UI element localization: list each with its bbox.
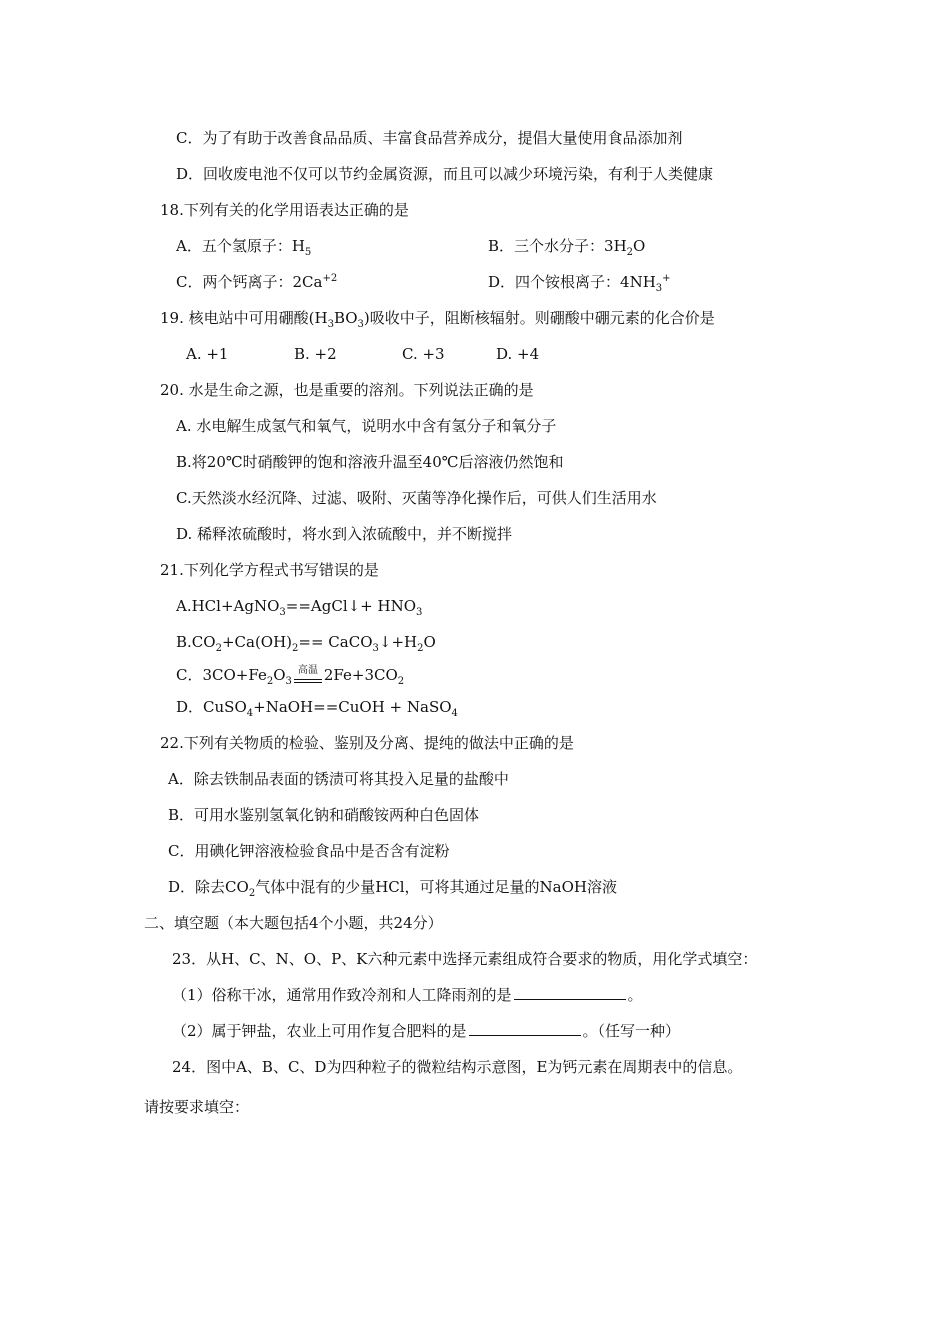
q23-blank-1[interactable]: [514, 985, 626, 1000]
q22-option-b: B．可用水鉴别氢氧化钠和硝酸铵两种白色固体: [168, 806, 480, 824]
q20-option-a: A. 水电解生成氢气和氧气，说明水中含有氢分子和氧分子: [176, 417, 557, 435]
q20-option-c: C.天然淡水经沉降、过滤、吸附、灭菌等净化操作后，可供人们生活用水: [176, 489, 657, 507]
q19-option-b: B. +2: [294, 345, 337, 363]
q20-option-b: B.将20℃时硝酸钾的饱和溶液升温至40℃后溶液仍然饱和: [176, 453, 564, 471]
q24-continuation: 请按要求填空：: [144, 1098, 250, 1116]
q18-option-c: C．两个钙离子：$2Ca^{+2}$: [176, 273, 338, 291]
q20-option-d: D. 稀释浓硫酸时，将水到入浓硫酸中，并不断搅拌: [176, 525, 513, 543]
q19-option-a: A. +1: [186, 345, 229, 363]
q19-stem: 19. 核电站中可用硼酸$(H_3BO_3)$吸收中子，阻断核辐射。则硼酸中硼元素的化合价是: [160, 309, 715, 330]
q21-stem: 21.下列化学方程式书写错误的是: [160, 561, 379, 579]
q22-option-a: A．除去铁制品表面的锈渍可将其投入足量的盐酸中: [168, 770, 509, 788]
q21-option-b: $B.CO_2+Ca(OH)_2==$ $CaCO_3↓+H_2O$: [176, 633, 436, 654]
q23-part-1: （1）俗称干冰，通常用作致冷剂和人工降雨剂的是 。: [172, 986, 643, 1004]
q24-stem: 24．图中A、B、C、D为四种粒子的微粒结构示意图，E为钙元素在周期表中的信息。: [172, 1058, 743, 1076]
q18-option-b: B．三个水分子：$3H_2O$: [488, 237, 646, 258]
q19-option-d: D. +4: [496, 345, 540, 363]
q23-part-2: （2）属于钾盐，农业上可用作复合肥料的是 。（任写一种）: [172, 1022, 681, 1040]
q18-stem: 18.下列有关的化学用语表达正确的是: [160, 201, 409, 219]
reaction-condition-mark: 高温: [294, 666, 322, 686]
q18-option-a: A．五个氢原子：$H_5$: [176, 237, 312, 258]
q20-stem: 20. 水是生命之源，也是重要的溶剂。下列说法正确的是: [160, 381, 534, 399]
q23-blank-2[interactable]: [469, 1021, 581, 1036]
q17-option-d: D．回收废电池不仅可以节约金属资源，而且可以减少环境污染，有利于人类健康: [176, 165, 714, 183]
q22-stem: 22.下列有关物质的检验、鉴别及分离、提纯的做法中正确的是: [160, 734, 574, 752]
q22-option-d: D．除去$CO_2$气体中混有的少量HCl，可将其通过足量的NaOH溶液: [168, 878, 617, 899]
q18-option-d: D．四个铵根离子：$4NH_3^+$: [488, 273, 671, 294]
q23-stem: 23．从H、C、N、O、P、K六种元素中选择元素组成符合要求的物质，用化学式填空：: [172, 950, 758, 968]
q17-option-c: C．为了有助于改善食品品质、丰富食品营养成分，提倡大量使用食品添加剂: [176, 129, 683, 147]
q21-option-d: D．CuSO$_4$+NaOH==CuOH + NaSO$_4$: [176, 698, 458, 719]
section-2-title: 二、填空题（本大题包括4个小题，共24分）: [144, 914, 443, 932]
q19-option-c: C. +3: [402, 345, 445, 363]
q22-option-c: C．用碘化钾溶液检验食品中是否含有淀粉: [168, 842, 450, 860]
q21-option-a: A.HCl+AgNO$_3$==AgCl↓+ $HNO_3$: [176, 597, 423, 618]
q21-option-c: C．$3CO+Fe_2O_3$ 高温 $2Fe+3CO_2$: [176, 665, 405, 687]
